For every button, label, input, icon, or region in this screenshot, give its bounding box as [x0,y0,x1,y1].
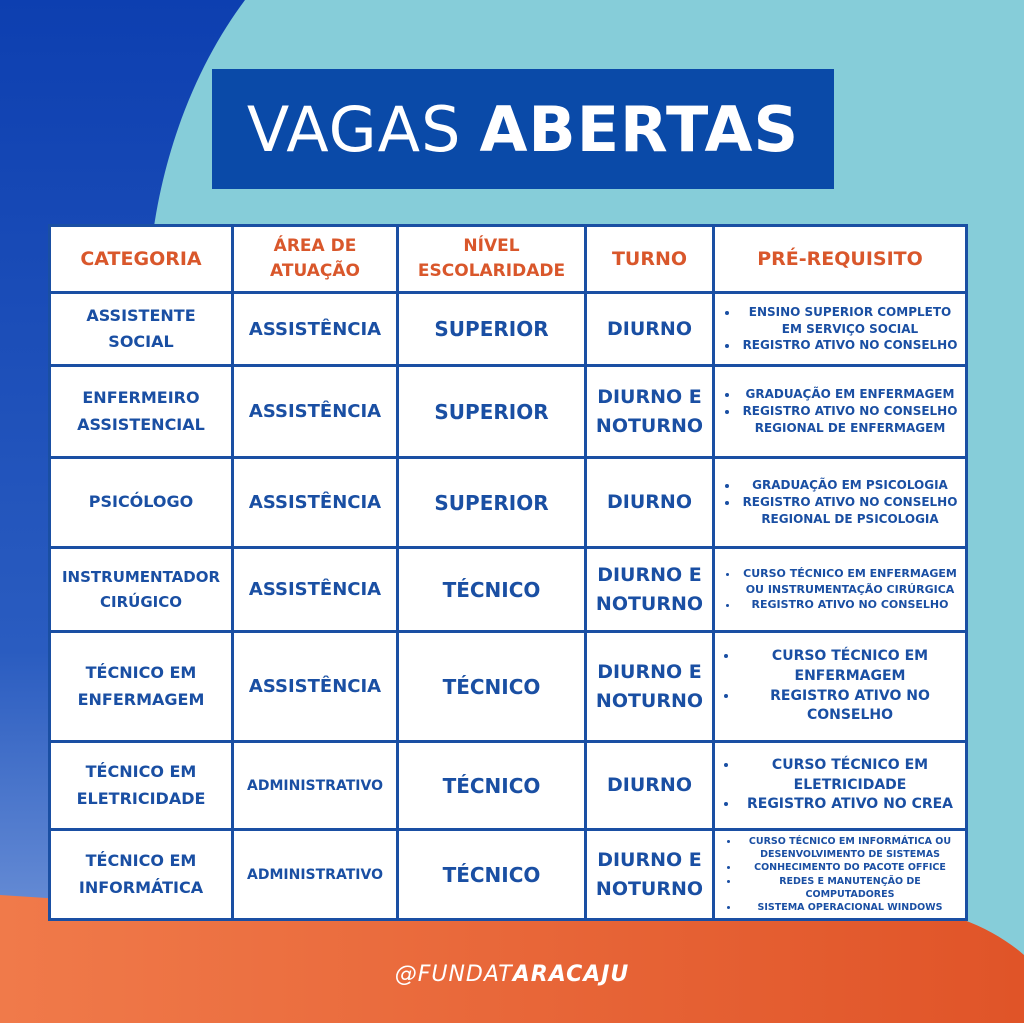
header-categoria: CATEGORIA [50,226,233,293]
header-escolaridade: NÍVEL ESCOLARIDADE [398,226,586,293]
table-row [50,548,967,632]
requisito-item: • REGISTRO ATIVO NO CONSELHO [739,597,961,612]
turno-cell: DIURNO E NOTURNO [586,548,714,632]
requisitos-cell [714,632,967,742]
requisitos-cell [714,366,967,458]
requisito-item: • SISTEMA OPERACIONAL WINDOWS [739,901,961,914]
requisito-item: • CURSO TÉCNICO EM ELETRICIDADE [739,756,961,795]
header-requisito: PRÉ-REQUISITO [714,226,967,293]
turno-cell: DIURNO E NOTURNO [586,632,714,742]
handle-prefix: @FUNDAT [394,962,513,987]
escolaridade-cell: TÉCNICO [398,830,586,920]
escolaridade-cell: SUPERIOR [398,458,586,548]
categoria-cell: TÉCNICO EM ENFERMAGEM [50,632,233,742]
categoria-cell: INSTRUMENTADOR CIRÚGICO [50,548,233,632]
area-cell: ADMINISTRATIVO [233,830,398,920]
requisitos-cell [714,293,967,366]
requisitos-cell [714,830,967,920]
handle-bold: ARACAJU [512,962,630,987]
area-cell: ASSISTÊNCIA [233,366,398,458]
requisito-item: • CURSO TÉCNICO EM ENFERMAGEM OU INSTRUMENTAÇÃO CIRÚRGICA [739,566,961,597]
requisito-item: • GRADUAÇÃO EM PSICOLOGIA [739,477,961,494]
escolaridade-cell: TÉCNICO [398,742,586,830]
turno-cell: DIURNO [586,742,714,830]
requisitos-cell [714,458,967,548]
table-row [50,830,967,920]
categoria-cell: TÉCNICO EM INFORMÁTICA [50,830,233,920]
area-cell: ASSISTÊNCIA [233,632,398,742]
table-row [50,458,967,548]
requisito-item: • REGISTRO ATIVO NO CONSELHO REGIONAL DE PSICOLOGIA [739,494,961,528]
requisito-item: • CONHECIMENTO DO PACOTE OFFICE [739,861,961,874]
turno-cell: DIURNO [586,293,714,366]
title-light: VAGAS [246,92,462,166]
table-row [50,632,967,742]
vacancies-table [48,224,968,921]
escolaridade-cell: TÉCNICO [398,548,586,632]
requisitos-cell [714,548,967,632]
requisito-item: • CURSO TÉCNICO EM INFORMÁTICA OU DESENVOLVIMENTO DE SISTEMAS [739,835,961,862]
turno-cell: DIURNO [586,458,714,548]
escolaridade-cell: SUPERIOR [398,366,586,458]
categoria-cell: ASSISTENTE SOCIAL [50,293,233,366]
table-header-row [50,226,967,293]
area-cell: ASSISTÊNCIA [233,293,398,366]
table-row [50,366,967,458]
requisito-item: • ENSINO SUPERIOR COMPLETO EM SERVIÇO SOCIAL [739,304,961,338]
requisito-item: • GRADUAÇÃO EM ENFERMAGEM [739,386,961,403]
turno-cell: DIURNO E NOTURNO [586,366,714,458]
title-bold: ABERTAS [479,92,800,166]
header-turno: TURNO [586,226,714,293]
table-row [50,742,967,830]
area-cell: ADMINISTRATIVO [233,742,398,830]
categoria-cell: ENFERMEIRO ASSISTENCIAL [50,366,233,458]
categoria-cell: TÉCNICO EM ELETRICIDADE [50,742,233,830]
header-area: ÁREA DE ATUAÇÃO [233,226,398,293]
requisito-item: • REGISTRO ATIVO NO CONSELHO [739,337,961,354]
table-row [50,293,967,366]
categoria-cell: PSICÓLOGO [50,458,233,548]
turno-cell: DIURNO E NOTURNO [586,830,714,920]
requisito-item: • REGISTRO ATIVO NO CREA [739,795,961,815]
requisito-item: • REDES E MANUTENÇÃO DE COMPUTADORES [739,875,961,902]
area-cell: ASSISTÊNCIA [233,548,398,632]
social-handle [0,962,1024,987]
requisito-item: • REGISTRO ATIVO NO CONSELHO REGIONAL DE ENFERMAGEM [739,403,961,437]
escolaridade-cell: SUPERIOR [398,293,586,366]
escolaridade-cell: TÉCNICO [398,632,586,742]
requisito-item: • CURSO TÉCNICO EM ENFERMAGEM [739,647,961,686]
requisito-item: • REGISTRO ATIVO NO CONSELHO [739,687,961,726]
title-banner [212,69,834,189]
requisitos-cell [714,742,967,830]
area-cell: ASSISTÊNCIA [233,458,398,548]
